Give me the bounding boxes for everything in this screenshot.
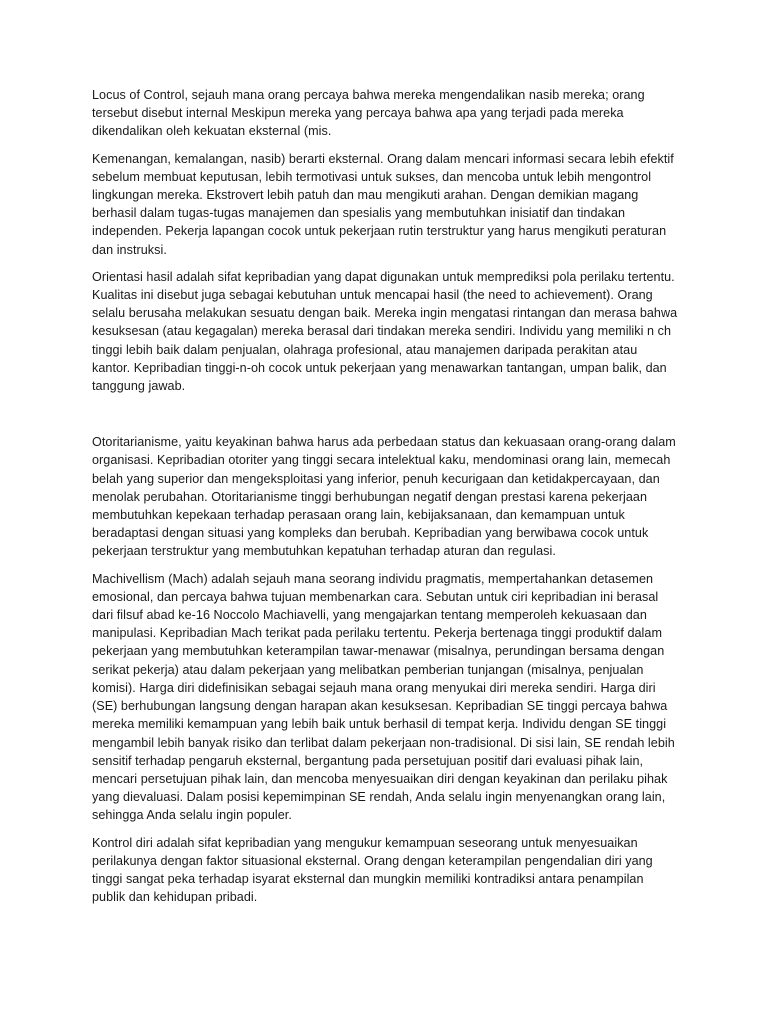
paragraph-otoritarianisme: Otoritarianisme, yaitu keyakinan bahwa harus ada perbedaan status dan kekuasaan orang-orang dalam organisasi. Kepribadian otoriter yang tinggi secara intelektual kaku, mendominasi orang lain, memecah belah yang superior dan mengeksploitasi yang inferior, penuh kecurigaan dan ketidakpercayaan, dan menolak perubahan. Otoritarianisme tinggi berhubungan negatif dengan prestasi karena pekerjaan membutuhkan kepekaan terhadap perasaan orang lain, kebijaksanaan, dan kemampuan untuk beradaptasi dengan situasi yang kompleks dan berubah. Kepribadian yang berwibawa cocok untuk pekerjaan terstruktur yang membutuhkan kepatuhan terhadap aturan dan regulasi. [92,435,676,559]
paragraph-machiavellism: Machivellism (Mach) adalah sejauh mana seorang individu pragmatis, mempertahankan detasemen emosional, dan percaya bahwa tujuan membenarkan cara. Sebutan untuk ciri kepribadian ini berasal dari filsuf abad ke-16 Noccolo Machiavelli, yang mengajarkan tentang memperoleh kekuasaan dan manipulasi. Kepribadian Mach terikat pada perilaku tertentu. Pekerja bertenaga tinggi produktif dalam pekerjaan yang membutuhkan keterampilan tawar-menawar (misalnya, perundingan bersama dengan serikat pekerja) atau dalam pekerjaan yang melibatkan pemberian tunjangan (misalnya, penjualan komisi). Harga diri didefinisikan sebagai sejauh mana orang menyukai diri mereka sendiri. Harga diri (SE) berhubungan langsung dengan harapan akan kesuksesan. Kepribadian SE tinggi percaya bahwa mereka memiliki kemampuan yang lebih baik untuk berhasil di tempat kerja. Individu dengan SE tinggi mengambil lebih banyak risiko dan terlibat dalam pekerjaan non-tradisional. Di sisi lain, SE rendah lebih sensitif terhadap pengaruh eksternal, bergantung pada persetujuan positif dari evaluasi pihak lain, mencari persetujuan pihak lain, dan mencoba menyesuaikan diri dengan keyakinan dan perilaku pihak yang dievaluasi. Dalam posisi kepemimpinan SE rendah, Anda selalu ingin menyenangkan orang lain, sehingga Anda selalu ingin populer. [92,571,675,823]
paragraph-locus-of-control: Locus of Control, sejauh mana orang percaya bahwa mereka mengendalikan nasib mereka; orang tersebut disebut internal Meskipun mereka yang percaya bahwa apa yang terjadi pada mereka dikendalikan oleh kekuatan eksternal (mis. [92,88,645,139]
paragraph-kontrol-diri: Kontrol diri adalah sifat kepribadian yang mengukur kemampuan seseorang untuk menyesuaikan perilakunya dengan faktor situasional eksternal. Orang dengan keterampilan pengendalian diri yang tinggi sangat peka terhadap isyarat eksternal dan mungkin memiliki kontradiksi antara penampilan publik dan kehidupan pribadi. [92,835,653,905]
paragraph-orientasi-hasil: Orientasi hasil adalah sifat kepribadian yang dapat digunakan untuk memprediksi pola perilaku tertentu. Kualitas ini disebut juga sebagai kebutuhan untuk mencapai hasil (the need to achievement). Orang selalu berusaha melakukan sesuatu dengan baik. Mereka ingin mengatasi rintangan dan merasa bahwa kesuksesan (atau kegagalan) mereka berasal dari tindakan mereka sendiri. Individu yang memiliki n ch tinggi lebih baik dalam penjualan, olahraga profesional, atau manajemen daripada perakitan atau kantor. Kepribadian tinggi-n-oh cocok untuk pekerjaan yang menawarkan tantangan, umpan balik, dan tanggung jawab. [92,269,678,394]
paragraph-eksternal: Kemenangan, kemalangan, nasib) berarti eksternal. Orang dalam mencari informasi secara lebih efektif sebelum membuat keputusan, lebih termotivasi untuk sukses, dan mencoba untuk lebih mengontrol lingkungan mereka. Ekstrovert lebih patuh dan mau mengikuti arahan. Dengan demikian magang berhasil dalam tugas-tugas manajemen dan spesialis yang membutuhkan inisiatif dan tindakan independen. Pekerja lapangan cocok untuk pekerjaan rutin terstruktur yang harus mengikuti peraturan dan instruksi. [92,151,674,257]
